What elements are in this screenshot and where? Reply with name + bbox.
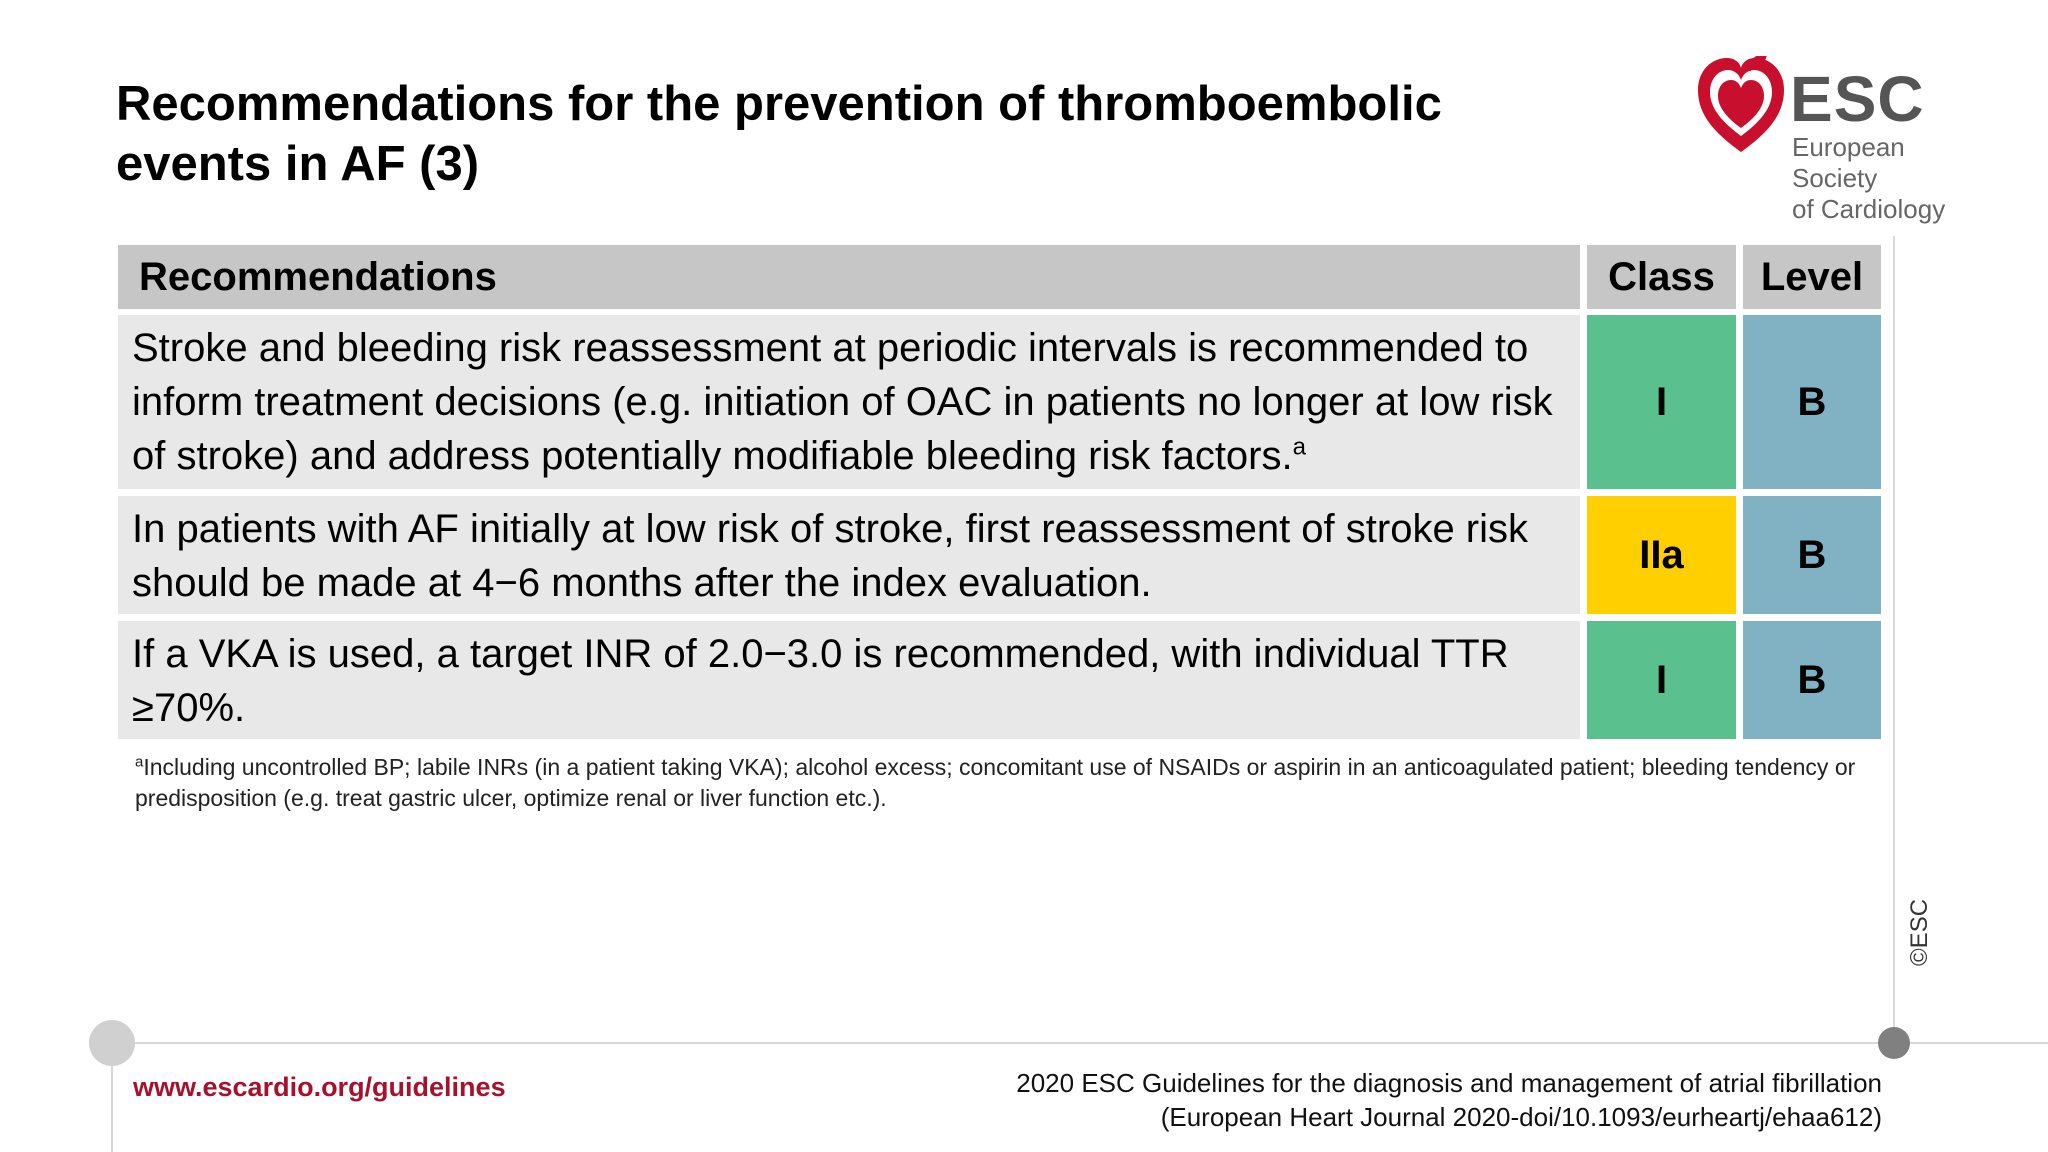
guidelines-link[interactable]: www.escardio.org/guidelines <box>133 1072 506 1102</box>
logo-line-2: of Cardiology <box>1792 194 1946 224</box>
recommendation-text-3: If a VKA is used, a target INR of 2.0−3.0 is recommended, with individual TTR ≥70%. <box>132 632 1509 730</box>
level-badge-2: B <box>1743 496 1881 614</box>
level-badge-1: B <box>1743 315 1881 489</box>
logo-name <box>1792 132 1966 225</box>
header-class: Class <box>1587 245 1736 309</box>
class-badge-2: IIa <box>1587 496 1736 614</box>
footnote-ref: a <box>1292 433 1306 461</box>
recommendation-row-3 <box>118 621 1580 739</box>
header-level: Level <box>1743 245 1881 309</box>
recommendation-text-1: Stroke and bleeding risk reassessment at periodic intervals is recommended to inform treatment decisions (e.g. initiation of OAC in patients no longer at low risk of stroke) and address potentially modifiable bleeding risk factors. <box>132 326 1553 478</box>
page-title: Recommendations for the prevention of thromboembolic events in AF (3) <box>116 77 1442 191</box>
footer-divider <box>116 1042 2048 1044</box>
decorative-dot-right <box>1878 1027 1910 1059</box>
footnote-text: Including uncontrolled BP; labile INRs (in a patient taking VKA); alcohol excess; concomitant use of NSAIDs or aspirin in an anticoagulated patient; bleeding tendency or predisposition (e.g. treat gastric ulcer, optimize renal or liver function etc.). <box>135 754 1856 811</box>
logo-line-1: European Society <box>1792 132 1905 193</box>
logo-abbr: ESC <box>1790 63 1925 135</box>
class-badge-1: I <box>1587 315 1736 489</box>
class-badge-3: I <box>1587 621 1736 739</box>
level-badge-3: B <box>1743 621 1881 739</box>
citation <box>882 1066 1882 1134</box>
copyright-label: ©ESC <box>1906 898 1933 966</box>
esc-logo <box>1696 56 1966 224</box>
footnote <box>135 752 1875 814</box>
citation-line-1: 2020 ESC Guidelines for the diagnosis and management of atrial fibrillation <box>1016 1068 1882 1098</box>
heart-icon <box>1696 56 1786 156</box>
footnote-marker: a <box>135 753 144 771</box>
decorative-dot-left <box>89 1020 135 1066</box>
recommendation-text-2: In patients with AF initially at low risk of stroke, first reassessment of stroke risk should be made at 4−6 months after the index evaluation. <box>132 507 1529 605</box>
recommendation-row-2 <box>118 496 1580 614</box>
vertical-divider <box>1893 236 1895 1034</box>
citation-line-2: (European Heart Journal 2020-doi/10.1093/eurheartj/ehaa612) <box>1160 1102 1882 1132</box>
header-recommendations: Recommendations <box>118 245 1580 309</box>
recommendation-row-1 <box>118 315 1580 489</box>
